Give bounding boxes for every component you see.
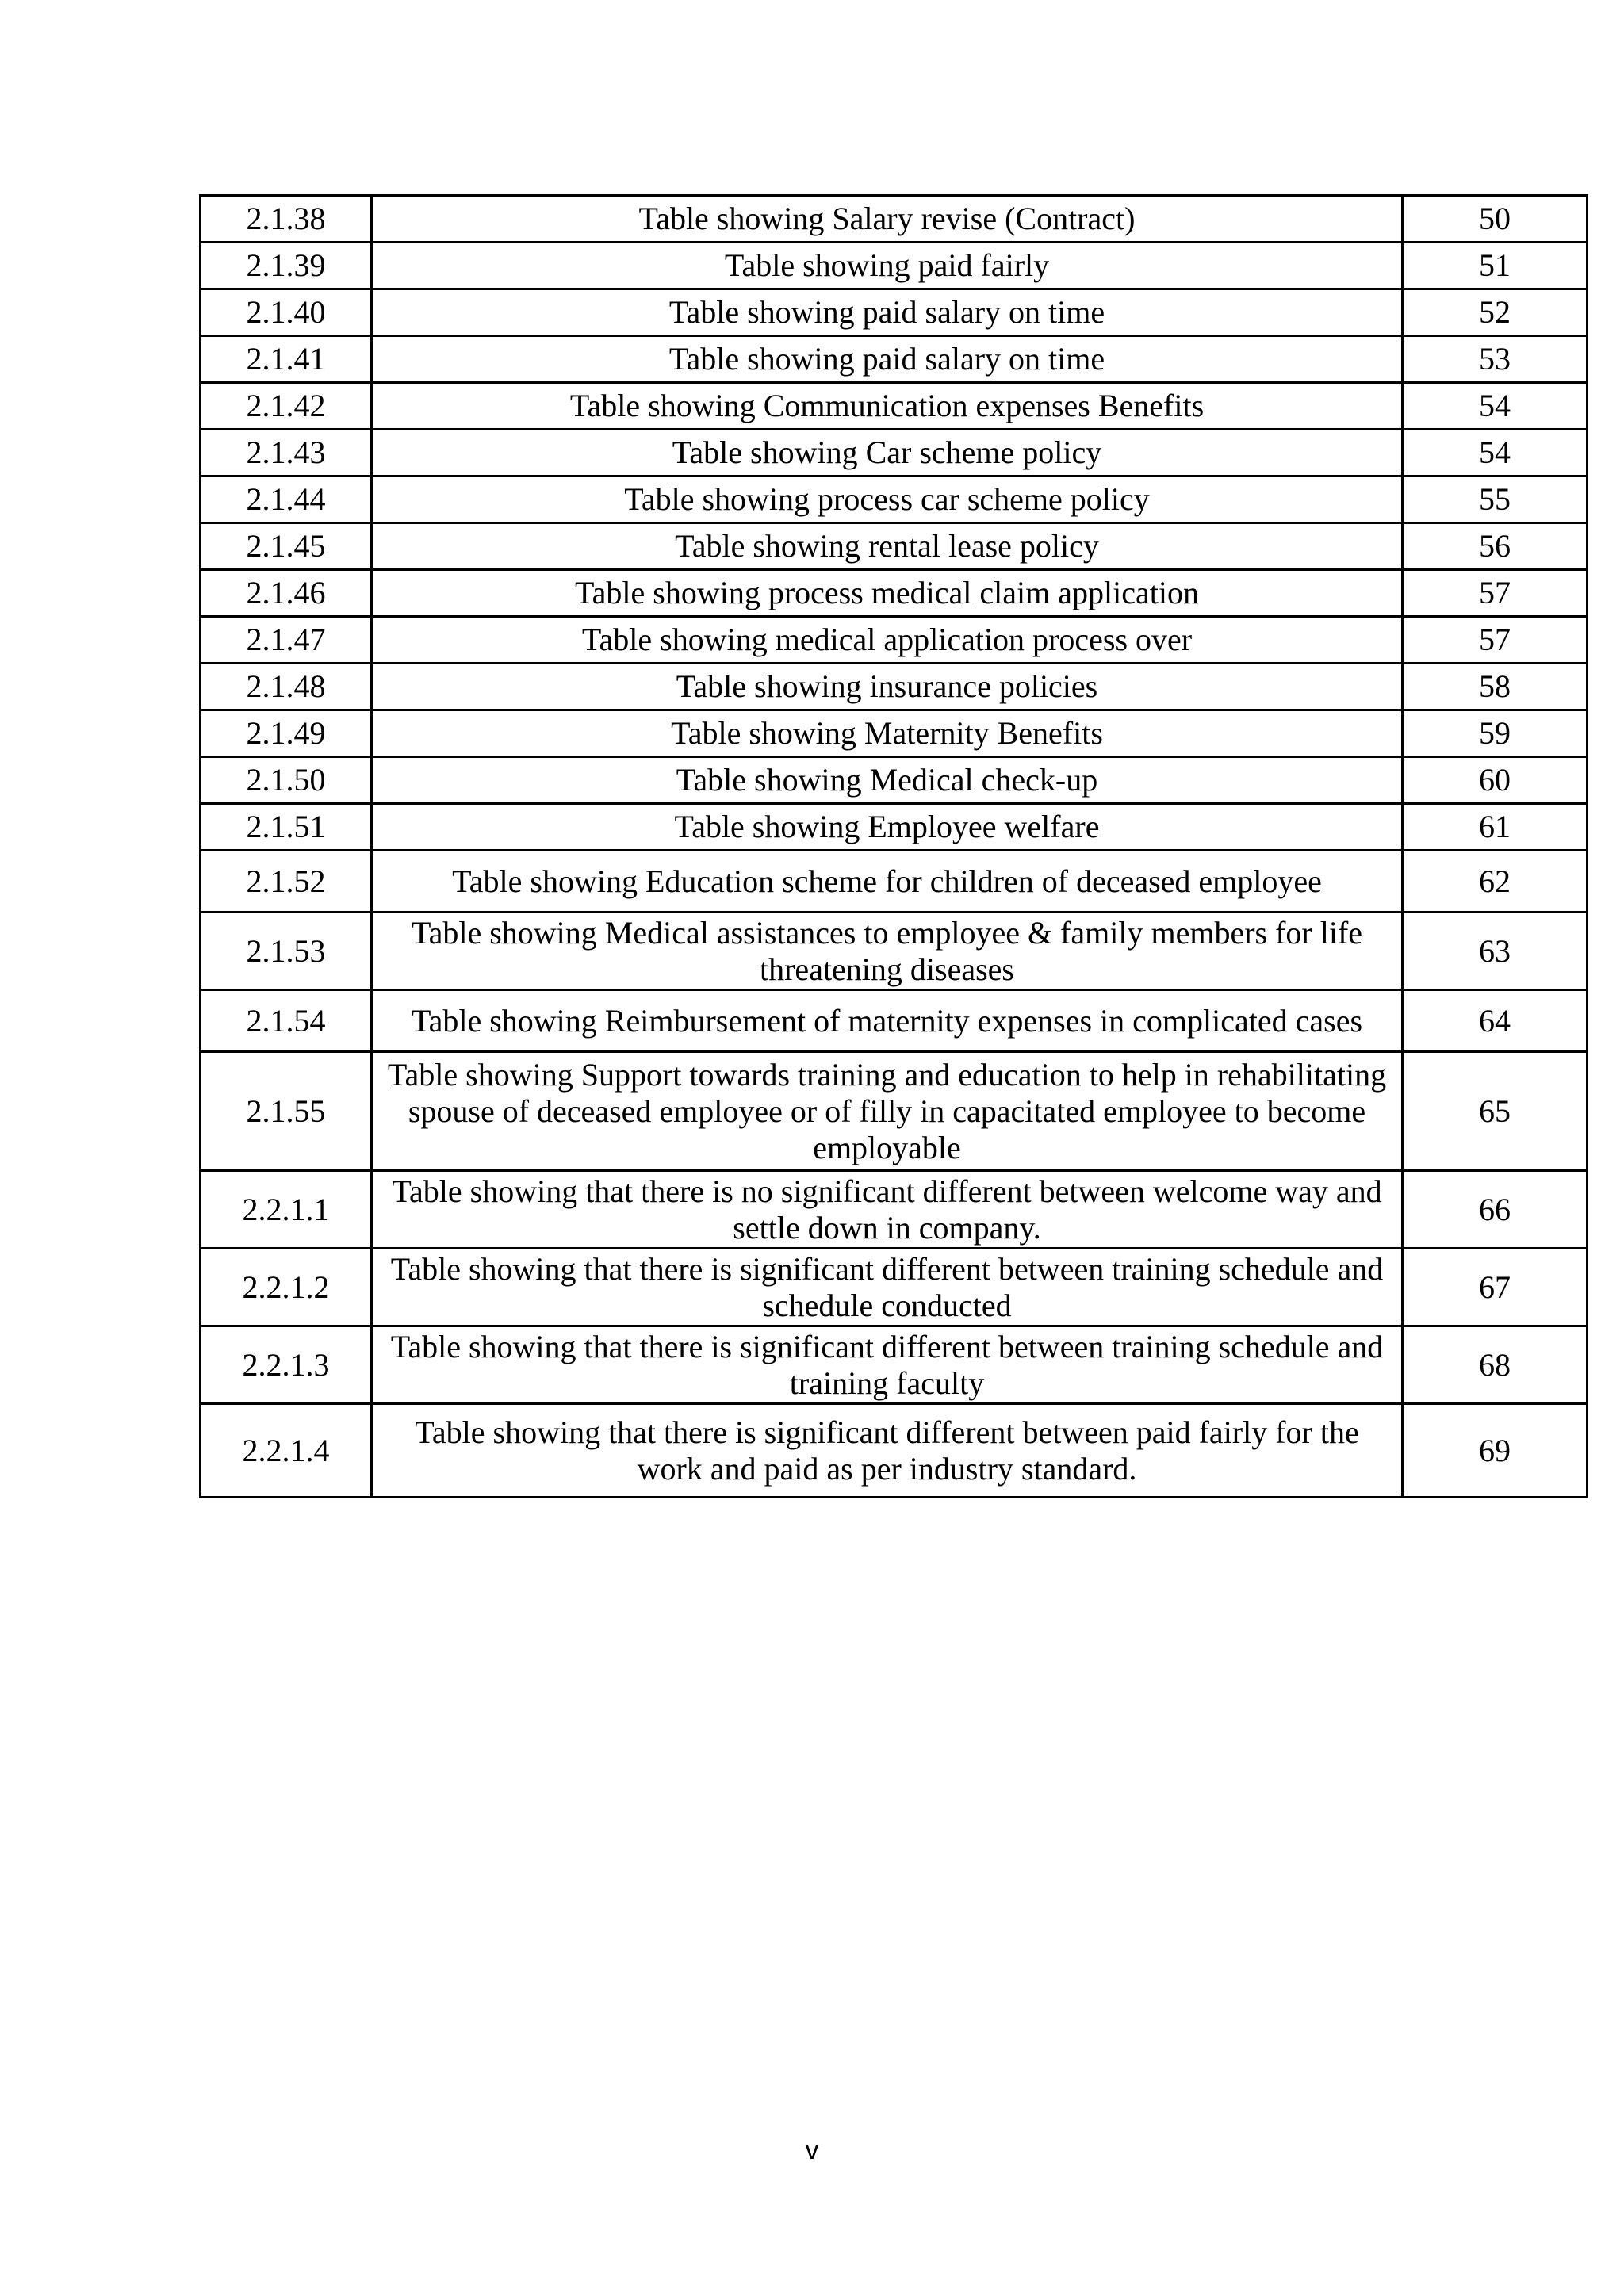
page-number-cell: 60 (1403, 757, 1588, 804)
table-row (201, 196, 1588, 243)
table-row (201, 664, 1588, 710)
table-title-cell: Table showing Medical assistances to employee & family members for life threatening diseases (372, 913, 1403, 990)
table-title-cell: Table showing insurance policies (372, 664, 1403, 710)
table-row (201, 1404, 1588, 1498)
table-number-cell: 2.1.49 (201, 710, 372, 757)
table-row (201, 289, 1588, 336)
table-number-cell: 2.2.1.2 (201, 1249, 372, 1326)
page-number-cell: 64 (1403, 990, 1588, 1052)
table-row (201, 383, 1588, 430)
table-row (201, 570, 1588, 617)
table-row (201, 804, 1588, 851)
table-number-cell: 2.1.44 (201, 476, 372, 523)
table-title-cell: Table showing that there is no significant different between welcome way and settle down in company. (372, 1171, 1403, 1249)
table-title-cell: Table showing Communication expenses Benefits (372, 383, 1403, 430)
table-title-cell: Table showing paid fairly (372, 243, 1403, 289)
table-number-cell: 2.1.55 (201, 1052, 372, 1171)
table-title-cell: Table showing Support towards training and education to help in rehabilitating spouse of deceased employee or of filly in capacitated employee to become employable (372, 1052, 1403, 1171)
page-number-cell: 55 (1403, 476, 1588, 523)
page-number-cell: 54 (1403, 430, 1588, 476)
page-number-cell: 57 (1403, 570, 1588, 617)
table-row (201, 476, 1588, 523)
page-number-cell: 65 (1403, 1052, 1588, 1171)
page-number-cell: 68 (1403, 1326, 1588, 1404)
table-number-cell: 2.1.51 (201, 804, 372, 851)
table-title-cell: Table showing process car scheme policy (372, 476, 1403, 523)
table-row (201, 1249, 1588, 1326)
page-number-cell: 54 (1403, 383, 1588, 430)
table-number-cell: 2.1.50 (201, 757, 372, 804)
table-row (201, 851, 1588, 913)
table-title-cell: Table showing Medical check-up (372, 757, 1403, 804)
table-row (201, 1171, 1588, 1249)
table-row (201, 913, 1588, 990)
page-number-cell: 56 (1403, 523, 1588, 570)
table-title-cell: Table showing medical application process over (372, 617, 1403, 664)
page-number-cell: 57 (1403, 617, 1588, 664)
table-title-cell: Table showing that there is significant different between training schedule and training faculty (372, 1326, 1403, 1404)
page-number-cell: 67 (1403, 1249, 1588, 1326)
page-number-cell: 69 (1403, 1404, 1588, 1498)
table-title-cell: Table showing Car scheme policy (372, 430, 1403, 476)
table-row (201, 990, 1588, 1052)
table-row (201, 757, 1588, 804)
page-footer-number: v (805, 2135, 819, 2165)
page-number-cell: 58 (1403, 664, 1588, 710)
page-number-cell: 66 (1403, 1171, 1588, 1249)
table-title-cell: Table showing Employee welfare (372, 804, 1403, 851)
table-number-cell: 2.1.52 (201, 851, 372, 913)
table-title-cell: Table showing that there is significant different between paid fairly for the work and paid as per industry standard. (372, 1404, 1403, 1498)
table-title-cell: Table showing rental lease policy (372, 523, 1403, 570)
table-title-cell: Table showing paid salary on time (372, 289, 1403, 336)
page-number-cell: 53 (1403, 336, 1588, 383)
table-title-cell: Table showing that there is significant different between training schedule and schedule conducted (372, 1249, 1403, 1326)
table-number-cell: 2.1.38 (201, 196, 372, 243)
table-title-cell: Table showing paid salary on time (372, 336, 1403, 383)
table-number-cell: 2.1.39 (201, 243, 372, 289)
page-number-cell: 63 (1403, 913, 1588, 990)
table-title-cell: Table showing Salary revise (Contract) (372, 196, 1403, 243)
table-row (201, 243, 1588, 289)
table-row (201, 710, 1588, 757)
page-number-cell: 59 (1403, 710, 1588, 757)
table-row (201, 1052, 1588, 1171)
page-number-cell: 50 (1403, 196, 1588, 243)
table-number-cell: 2.2.1.3 (201, 1326, 372, 1404)
table-number-cell: 2.1.48 (201, 664, 372, 710)
table-title-cell: Table showing Reimbursement of maternity expenses in complicated cases (372, 990, 1403, 1052)
page-number-cell: 62 (1403, 851, 1588, 913)
table-row (201, 430, 1588, 476)
table-number-cell: 2.1.53 (201, 913, 372, 990)
table-number-cell: 2.1.54 (201, 990, 372, 1052)
table-row (201, 336, 1588, 383)
table-row (201, 523, 1588, 570)
page-number-cell: 52 (1403, 289, 1588, 336)
page-number-cell: 61 (1403, 804, 1588, 851)
table-title-cell: Table showing process medical claim application (372, 570, 1403, 617)
list-of-tables (199, 194, 1588, 1498)
page-number-cell: 51 (1403, 243, 1588, 289)
table-number-cell: 2.1.45 (201, 523, 372, 570)
table-number-cell: 2.1.46 (201, 570, 372, 617)
table-number-cell: 2.2.1.4 (201, 1404, 372, 1498)
table-number-cell: 2.1.47 (201, 617, 372, 664)
table-title-cell: Table showing Education scheme for children of deceased employee (372, 851, 1403, 913)
table-title-cell: Table showing Maternity Benefits (372, 710, 1403, 757)
table-row (201, 617, 1588, 664)
table-number-cell: 2.2.1.1 (201, 1171, 372, 1249)
table-row (201, 1326, 1588, 1404)
table-number-cell: 2.1.43 (201, 430, 372, 476)
table-number-cell: 2.1.42 (201, 383, 372, 430)
table-number-cell: 2.1.41 (201, 336, 372, 383)
table-number-cell: 2.1.40 (201, 289, 372, 336)
